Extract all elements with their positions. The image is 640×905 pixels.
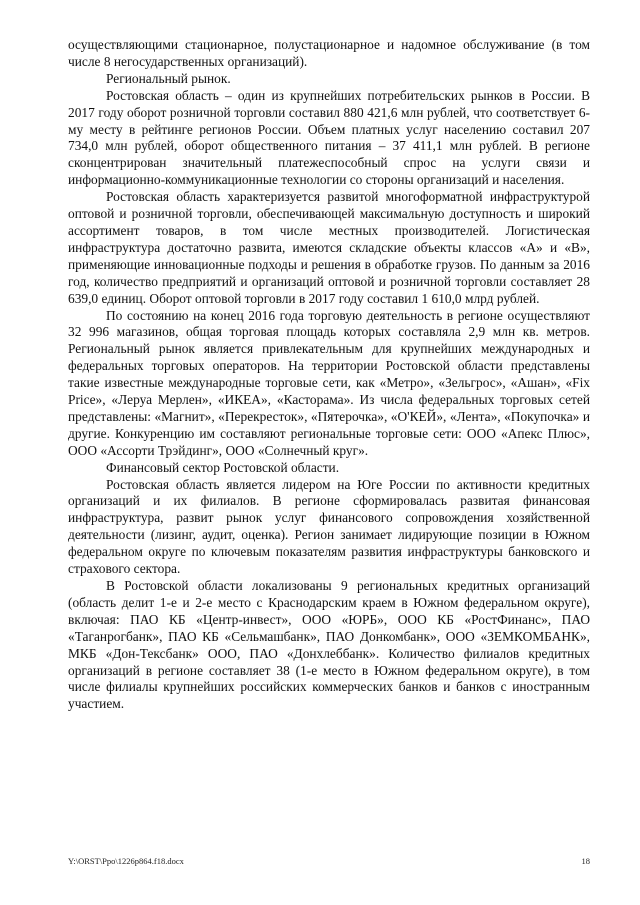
file-path: Y:\ORST\Ppo\1226p864.f18.docx	[68, 856, 184, 866]
heading-financial-sector: Финансовый сектор Ростовской области.	[106, 459, 340, 475]
paragraph-credit-organizations: В Ростовской области локализованы 9 региональных кредитных организаций (область делит 1-е и 2-е место с Краснодарским краем в Южном федеральном округе), включая: ПАО КБ «Центр-инвест», ООО «ЮРБ», ООО КБ «РостФинанс», ПАО «Таганрогбанк», ПАО КБ «Сельмашбанк», ПАО Донкомбанк», ООО «ЗЕМКОМБАНК», МКБ «Дон-Тексбанк» ООО, ПАО «Донхлеббанк». Количество филиалов кредитных организаций в регионе составляет 38 (1-е место в Южном федеральном округе), в том числе филиалы крупнейших российских коммерческих банков и банков с иностранным участием.	[68, 578, 590, 712]
paragraph-financial-leader: Ростовская область является лидером на Юге России по активности кредитных организаций и их филиалов. В регионе сформировалась развитая финансовая инфраструктура, развит рынок услуг финансового сопровождения хозяйственной деятельности (лизинг, аудит, оценка). Регион занимает лидирующие позиции в Южном федеральном округе по ключевым показателям развития инфраструктуры банковского и страхового сектора.	[68, 476, 590, 577]
paragraph-retail-chains: По состоянию на конец 2016 года торговую деятельность в регионе осуществляют 32 996 магазинов, общая торговая площадь которых составляла 2,9 млн кв. метров. Региональный рынок является привлекательным для крупнейших международных и федеральных торговых операторов. На территории Ростовской области представлены такие известные международные торговые сети, как «Метро», «Зельгрос», «Ашан», «Fix Price», «Леруа Мерлен», «ИКЕА», «Касторама». Из числа федеральных торговых сетей представлены: «Магнит», «Перекресток», «Пятерочка», «О'КЕЙ», «Лента», «Покупочка» и другие. Конкуренцию им составляют региональные торговые сети: ООО «Апекс Плюс», ООО «Ассорти Трэйдинг», ООО «Солнечный круг».	[68, 307, 590, 458]
body-text	[68, 37, 590, 713]
paragraph-consumer-market: Ростовская область – один из крупнейших потребительских рынков в России. В 2017 году оборот розничной торговли составил 880 421,6 млн рублей, что соответствует 6-му месту в рейтинге регионов России. Объем платных услуг населению составил 207 734,0 млн рублей, оборот общественного питания – 37 411,1 млн рублей. В регионе сконцентрирован значительный платежеспособный спрос на услуги связи и информационно-коммуникационные технологии со стороны организаций и населения.	[68, 87, 590, 188]
heading-regional-market: Региональный рынок.	[106, 70, 231, 86]
paragraph-continuation: осуществляющими стационарное, полустационарное и надомное обслуживание (в том числе 8 негосударственных организаций).	[68, 37, 590, 69]
page-number: 18	[581, 856, 590, 866]
paragraph-trade-infrastructure: Ростовская область характеризуется развитой многоформатной инфраструктурой оптовой и розничной торговли, обеспечивающей максимальную доступность и широкий ассортимент товаров, в том числе местных производителей. Логистическая инфраструктура достаточно развита, имеются складские объекты классов «А» и «В», применяющие инновационные подходы и решения в обработке грузов. По данным за 2016 год, количество предприятий и организаций оптовой и розничной торговли составляет 28 639,0 единиц. Оборот оптовой торговли в 2017 году составил 1 610,0 млрд рублей.	[68, 189, 590, 306]
